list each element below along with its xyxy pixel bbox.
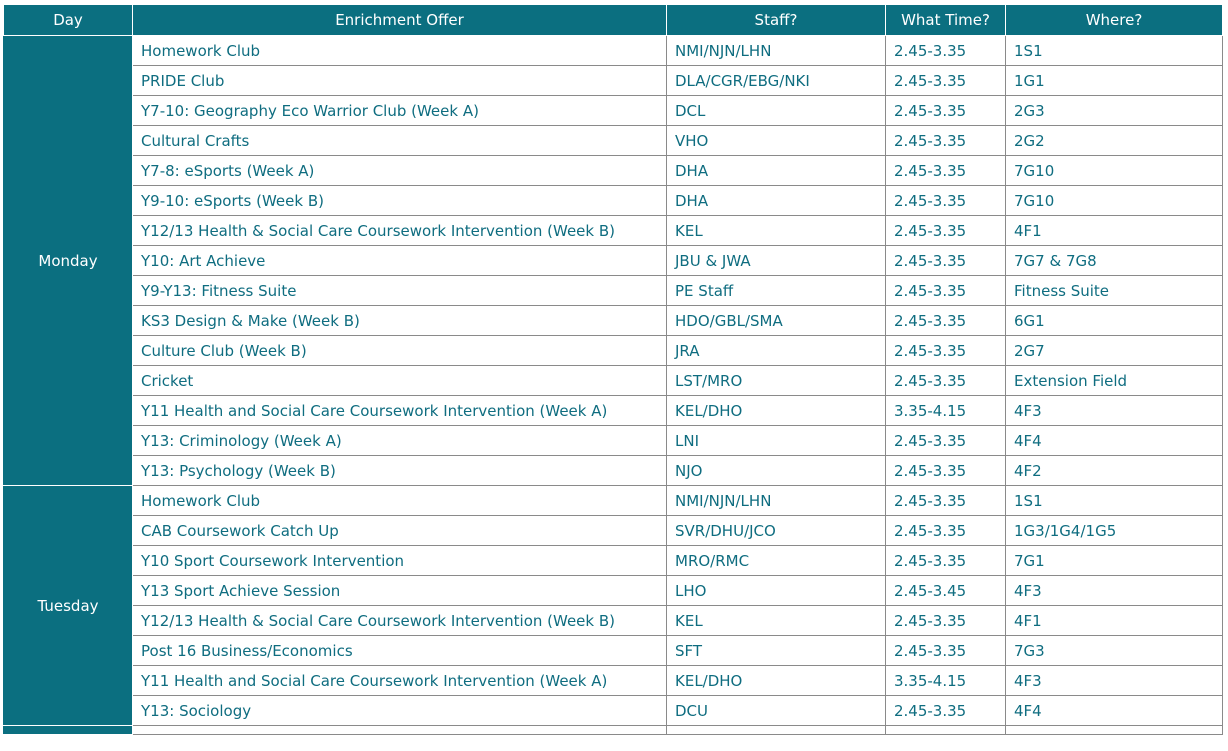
table-row <box>4 606 1223 636</box>
staff-cell: DLA/CGR/EBG/NKI <box>667 66 886 96</box>
header-offer: Enrichment Offer <box>133 5 667 36</box>
time-cell: 2.45-3.35 <box>886 426 1006 456</box>
staff-cell: VHO <box>667 126 886 156</box>
table-row <box>4 336 1223 366</box>
where-cell: 4F3 <box>1006 666 1223 696</box>
table-row <box>4 246 1223 276</box>
table-row <box>4 486 1223 516</box>
offer-cell: Y13 Sport Achieve Session <box>133 576 667 606</box>
table-row <box>4 426 1223 456</box>
table-row <box>4 636 1223 666</box>
empty-cell <box>133 726 667 735</box>
where-cell: 7G10 <box>1006 186 1223 216</box>
where-cell: Fitness Suite <box>1006 276 1223 306</box>
enrichment-timetable <box>3 4 1223 735</box>
staff-cell: SVR/DHU/JCO <box>667 516 886 546</box>
table-row <box>4 366 1223 396</box>
staff-cell: KEL <box>667 216 886 246</box>
where-cell: 1G1 <box>1006 66 1223 96</box>
time-cell: 2.45-3.35 <box>886 606 1006 636</box>
header-time: What Time? <box>886 5 1006 36</box>
table-row <box>4 156 1223 186</box>
time-cell: 2.45-3.35 <box>886 96 1006 126</box>
offer-cell: Post 16 Business/Economics <box>133 636 667 666</box>
table-row <box>4 216 1223 246</box>
where-cell: 2G3 <box>1006 96 1223 126</box>
day-cell: Monday <box>4 36 133 486</box>
table-row <box>4 396 1223 426</box>
offer-cell: Y11 Health and Social Care Coursework Intervention (Week A) <box>133 666 667 696</box>
where-cell: Extension Field <box>1006 366 1223 396</box>
empty-cell <box>667 726 886 735</box>
table-row <box>4 306 1223 336</box>
time-cell: 3.35-4.15 <box>886 396 1006 426</box>
table-row <box>4 666 1223 696</box>
time-cell: 2.45-3.35 <box>886 276 1006 306</box>
where-cell: 4F4 <box>1006 426 1223 456</box>
header-staff: Staff? <box>667 5 886 36</box>
offer-cell: Culture Club (Week B) <box>133 336 667 366</box>
table-row <box>4 696 1223 726</box>
empty-cell <box>886 726 1006 735</box>
staff-cell: LNI <box>667 426 886 456</box>
table-row <box>4 576 1223 606</box>
staff-cell: DHA <box>667 156 886 186</box>
offer-cell: Y7-8: eSports (Week A) <box>133 156 667 186</box>
header-where: Where? <box>1006 5 1223 36</box>
time-cell: 3.35-4.15 <box>886 666 1006 696</box>
where-cell: 7G10 <box>1006 156 1223 186</box>
offer-cell: Cricket <box>133 366 667 396</box>
staff-cell: KEL <box>667 606 886 636</box>
time-cell: 2.45-3.35 <box>886 636 1006 666</box>
where-cell: 4F2 <box>1006 456 1223 486</box>
staff-cell: JRA <box>667 336 886 366</box>
table-row <box>4 36 1223 66</box>
header-day: Day <box>4 5 133 36</box>
where-cell: 1G3/1G4/1G5 <box>1006 516 1223 546</box>
time-cell: 2.45-3.35 <box>886 486 1006 516</box>
table-row <box>4 276 1223 306</box>
where-cell: 6G1 <box>1006 306 1223 336</box>
time-cell: 2.45-3.35 <box>886 546 1006 576</box>
staff-cell: NMI/NJN/LHN <box>667 36 886 66</box>
staff-cell: SFT <box>667 636 886 666</box>
table-row <box>4 96 1223 126</box>
time-cell: 2.45-3.35 <box>886 246 1006 276</box>
table-row <box>4 66 1223 96</box>
where-cell: 4F3 <box>1006 576 1223 606</box>
offer-cell: Y13: Psychology (Week B) <box>133 456 667 486</box>
offer-cell: PRIDE Club <box>133 66 667 96</box>
staff-cell: KEL/DHO <box>667 666 886 696</box>
offer-cell: Y12/13 Health & Social Care Coursework Intervention (Week B) <box>133 216 667 246</box>
staff-cell: MRO/RMC <box>667 546 886 576</box>
where-cell: 7G7 & 7G8 <box>1006 246 1223 276</box>
staff-cell: DCL <box>667 96 886 126</box>
time-cell: 2.45-3.35 <box>886 336 1006 366</box>
where-cell: 4F4 <box>1006 696 1223 726</box>
staff-cell: PE Staff <box>667 276 886 306</box>
table-row <box>4 516 1223 546</box>
time-cell: 2.45-3.35 <box>886 216 1006 246</box>
offer-cell: Y7-10: Geography Eco Warrior Club (Week A) <box>133 96 667 126</box>
where-cell: 4F1 <box>1006 606 1223 636</box>
table-row-partial <box>4 726 1223 735</box>
offer-cell: Y10: Art Achieve <box>133 246 667 276</box>
where-cell: 1S1 <box>1006 486 1223 516</box>
offer-cell: KS3 Design & Make (Week B) <box>133 306 667 336</box>
staff-cell: NMI/NJN/LHN <box>667 486 886 516</box>
empty-cell <box>1006 726 1223 735</box>
offer-cell: Y11 Health and Social Care Coursework Intervention (Week A) <box>133 396 667 426</box>
offer-cell: CAB Coursework Catch Up <box>133 516 667 546</box>
offer-cell: Y12/13 Health & Social Care Coursework Intervention (Week B) <box>133 606 667 636</box>
table-row <box>4 186 1223 216</box>
timetable-body <box>4 36 1223 735</box>
header-row <box>4 5 1223 36</box>
where-cell: 2G2 <box>1006 126 1223 156</box>
staff-cell: DCU <box>667 696 886 726</box>
offer-cell: Y13: Sociology <box>133 696 667 726</box>
offer-cell: Cultural Crafts <box>133 126 667 156</box>
table-row <box>4 456 1223 486</box>
time-cell: 2.45-3.35 <box>886 696 1006 726</box>
staff-cell: LHO <box>667 576 886 606</box>
offer-cell: Y13: Criminology (Week A) <box>133 426 667 456</box>
offer-cell: Homework Club <box>133 36 667 66</box>
offer-cell: Y10 Sport Coursework Intervention <box>133 546 667 576</box>
time-cell: 2.45-3.35 <box>886 306 1006 336</box>
where-cell: 7G3 <box>1006 636 1223 666</box>
time-cell: 2.45-3.35 <box>886 456 1006 486</box>
time-cell: 2.45-3.35 <box>886 126 1006 156</box>
staff-cell: KEL/DHO <box>667 396 886 426</box>
time-cell: 2.45-3.45 <box>886 576 1006 606</box>
time-cell: 2.45-3.35 <box>886 66 1006 96</box>
staff-cell: LST/MRO <box>667 366 886 396</box>
where-cell: 7G1 <box>1006 546 1223 576</box>
time-cell: 2.45-3.35 <box>886 516 1006 546</box>
offer-cell: Y9-10: eSports (Week B) <box>133 186 667 216</box>
where-cell: 4F3 <box>1006 396 1223 426</box>
time-cell: 2.45-3.35 <box>886 156 1006 186</box>
where-cell: 1S1 <box>1006 36 1223 66</box>
time-cell: 2.45-3.35 <box>886 366 1006 396</box>
table-row <box>4 126 1223 156</box>
where-cell: 4F1 <box>1006 216 1223 246</box>
staff-cell: DHA <box>667 186 886 216</box>
offer-cell: Homework Club <box>133 486 667 516</box>
offer-cell: Y9-Y13: Fitness Suite <box>133 276 667 306</box>
day-cell: Tuesday <box>4 486 133 726</box>
staff-cell: HDO/GBL/SMA <box>667 306 886 336</box>
staff-cell: JBU & JWA <box>667 246 886 276</box>
time-cell: 2.45-3.35 <box>886 186 1006 216</box>
day-cell <box>4 726 133 735</box>
table-row <box>4 546 1223 576</box>
time-cell: 2.45-3.35 <box>886 36 1006 66</box>
where-cell: 2G7 <box>1006 336 1223 366</box>
staff-cell: NJO <box>667 456 886 486</box>
